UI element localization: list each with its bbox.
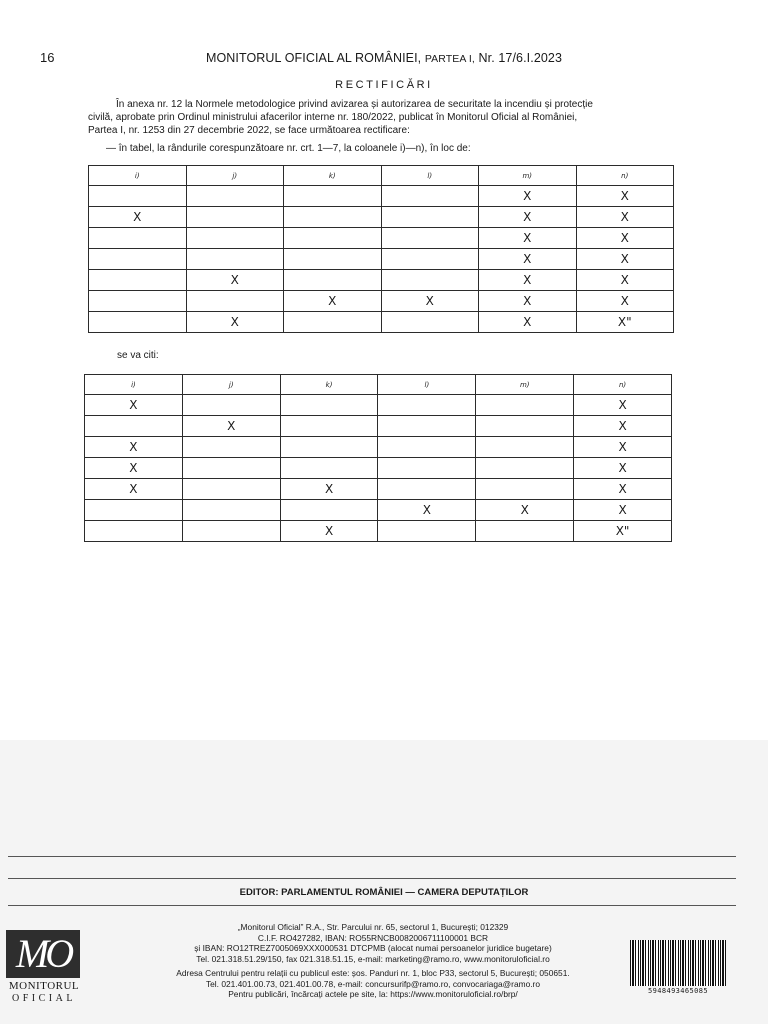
table-cell: X bbox=[182, 416, 280, 437]
table-cell bbox=[186, 228, 284, 249]
table-cell: X bbox=[479, 228, 577, 249]
table-cell bbox=[89, 312, 187, 333]
barcode-bars bbox=[630, 940, 726, 986]
table-row bbox=[89, 249, 674, 270]
table-cell bbox=[89, 291, 187, 312]
table-cell bbox=[186, 249, 284, 270]
column-header: n) bbox=[574, 375, 672, 395]
table-cell: X bbox=[574, 479, 672, 500]
table-cell bbox=[381, 186, 479, 207]
table-cell bbox=[284, 312, 382, 333]
table-cell bbox=[186, 207, 284, 228]
page-number: 16 bbox=[40, 50, 55, 65]
column-header: k) bbox=[280, 375, 378, 395]
barcode bbox=[630, 940, 726, 996]
table-cell: X bbox=[479, 249, 577, 270]
table-row bbox=[85, 479, 672, 500]
table-cell bbox=[182, 500, 280, 521]
logo-text: OFICIAL bbox=[12, 993, 76, 1004]
table-cell: X bbox=[89, 207, 187, 228]
table-header-row bbox=[85, 375, 672, 395]
table-cell bbox=[85, 416, 183, 437]
header-title-part: PARTEA I, bbox=[424, 53, 475, 65]
table-cell: X" bbox=[574, 521, 672, 542]
table-after bbox=[84, 374, 672, 542]
table-cell bbox=[378, 521, 476, 542]
barcode-number: 5948493465085 bbox=[648, 987, 708, 995]
table-cell bbox=[476, 479, 574, 500]
table-cell: X bbox=[479, 291, 577, 312]
table-cell bbox=[476, 521, 574, 542]
table-cell bbox=[89, 228, 187, 249]
table-cell bbox=[85, 500, 183, 521]
footer-divider bbox=[8, 878, 736, 879]
table-cell: X bbox=[479, 207, 577, 228]
table-cell: X bbox=[186, 312, 284, 333]
table-cell bbox=[182, 458, 280, 479]
table-cell: X bbox=[280, 479, 378, 500]
table-cell bbox=[284, 186, 382, 207]
imprint-line: și IBAN: RO12TREZ7005069XXX000531 DTCPMB (alocat numai persoanelor juridice bugetare) bbox=[194, 943, 552, 953]
logo-mark: MO bbox=[6, 930, 80, 978]
column-header: m) bbox=[476, 375, 574, 395]
se-va-citi-label: se va citi: bbox=[117, 350, 159, 361]
intro-line: În anexa nr. 12 la Normele metodologice privind avizarea și autorizarea de securitate la incendiu și protecție bbox=[116, 99, 593, 110]
footer-divider bbox=[8, 905, 736, 906]
table-cell: X" bbox=[576, 312, 674, 333]
intro-line: civilă, aprobate prin Ordinul ministrului afacerilor interne nr. 180/2022, publicat în Monitorul Oficial al României, bbox=[88, 112, 578, 123]
table-cell bbox=[476, 395, 574, 416]
table-body bbox=[85, 395, 672, 542]
table-cell bbox=[182, 437, 280, 458]
table-row bbox=[89, 228, 674, 249]
table-cell: X bbox=[479, 312, 577, 333]
editor-line: EDITOR: PARLAMENTUL ROMÂNIEI — CAMERA DEPUTAȚILOR bbox=[239, 887, 529, 898]
table-cell bbox=[89, 270, 187, 291]
table-cell: X bbox=[85, 437, 183, 458]
table-cell bbox=[476, 416, 574, 437]
table-cell: X bbox=[479, 270, 577, 291]
table-cell bbox=[378, 458, 476, 479]
intro-paragraph bbox=[88, 98, 678, 137]
publication-header bbox=[0, 51, 768, 65]
table-cell: X bbox=[378, 500, 476, 521]
table-cell: X bbox=[476, 500, 574, 521]
imprint-line: C.I.F. RO427282, IBAN: RO55RNCB0082006711100001 BCR bbox=[257, 932, 489, 943]
table-cell: X bbox=[576, 270, 674, 291]
table-row bbox=[85, 416, 672, 437]
table-cell: X bbox=[576, 291, 674, 312]
table-cell bbox=[381, 249, 479, 270]
table-header-row bbox=[89, 166, 674, 186]
column-header: k) bbox=[284, 166, 382, 186]
table-row bbox=[85, 521, 672, 542]
table-cell bbox=[378, 437, 476, 458]
column-header: j) bbox=[182, 375, 280, 395]
table-before bbox=[88, 165, 674, 333]
table-cell bbox=[280, 416, 378, 437]
table-row bbox=[85, 395, 672, 416]
table-cell: X bbox=[280, 521, 378, 542]
table-row bbox=[89, 270, 674, 291]
table-row bbox=[85, 437, 672, 458]
table-row bbox=[85, 500, 672, 521]
table-cell: X bbox=[576, 186, 674, 207]
table-cell: X bbox=[574, 458, 672, 479]
imprint-line: Tel. 021.318.51.29/150, fax 021.318.51.15, e-mail: marketing@ramo.ro, www.monitoruloficial.ro bbox=[196, 953, 550, 964]
table-cell: X bbox=[284, 291, 382, 312]
table-cell: X bbox=[479, 186, 577, 207]
rectification-note: — în tabel, la rândurile corespunzătoare nr. crt. 1—7, la coloanele i)—n), în loc de: bbox=[106, 143, 471, 154]
table-cell bbox=[378, 416, 476, 437]
table-cell: X bbox=[574, 500, 672, 521]
table-row bbox=[89, 186, 674, 207]
table-cell bbox=[89, 249, 187, 270]
table-cell bbox=[280, 395, 378, 416]
table-cell: X bbox=[85, 479, 183, 500]
table-cell bbox=[381, 207, 479, 228]
imprint-block bbox=[96, 922, 650, 1000]
table-cell: X bbox=[85, 395, 183, 416]
column-header: l) bbox=[381, 166, 479, 186]
table-row bbox=[89, 312, 674, 333]
header-title-main: MONITORUL OFICIAL AL ROMÂNIEI, bbox=[205, 51, 422, 65]
table-cell: X bbox=[574, 395, 672, 416]
table-cell bbox=[284, 249, 382, 270]
table-row bbox=[89, 207, 674, 228]
column-header: j) bbox=[186, 166, 284, 186]
imprint-line: Pentru publicări, încărcați actele pe site, la: https://www.monitoruloficial.ro/brp/ bbox=[228, 989, 518, 999]
table-cell bbox=[476, 437, 574, 458]
imprint-line: „Monitorul Oficial” R.A., Str. Parcului nr. 65, sectorul 1, București; 012329 bbox=[237, 922, 509, 932]
logo-text: MONITORUL bbox=[8, 980, 80, 992]
table-cell bbox=[284, 207, 382, 228]
table-cell bbox=[280, 458, 378, 479]
table-cell bbox=[186, 291, 284, 312]
table-row bbox=[85, 458, 672, 479]
table-cell: X bbox=[576, 207, 674, 228]
table-cell: X bbox=[85, 458, 183, 479]
footer-divider bbox=[8, 856, 736, 857]
table-cell bbox=[284, 270, 382, 291]
table-cell bbox=[182, 479, 280, 500]
column-header: i) bbox=[89, 166, 187, 186]
table-cell bbox=[89, 186, 187, 207]
table-body bbox=[89, 186, 674, 333]
table-cell bbox=[381, 270, 479, 291]
table-row bbox=[89, 291, 674, 312]
table-cell bbox=[182, 395, 280, 416]
table-cell: X bbox=[574, 416, 672, 437]
column-header: l) bbox=[378, 375, 476, 395]
table-cell bbox=[182, 521, 280, 542]
section-title: RECTIFICĂRI bbox=[335, 79, 433, 91]
table-cell bbox=[381, 312, 479, 333]
intro-line: Partea I, nr. 1253 din 27 decembrie 2022, se face următoarea rectificare: bbox=[88, 125, 410, 136]
table-cell bbox=[378, 395, 476, 416]
column-header: m) bbox=[479, 166, 577, 186]
table-cell: X bbox=[576, 228, 674, 249]
table-cell bbox=[381, 228, 479, 249]
imprint-line: Tel. 021.401.00.73, 021.401.00.78, e-mail: concursurifp@ramo.ro, convocariaga@ramo.ro bbox=[205, 978, 541, 989]
column-header: i) bbox=[85, 375, 183, 395]
table-cell bbox=[280, 500, 378, 521]
table-cell bbox=[284, 228, 382, 249]
table-cell bbox=[378, 479, 476, 500]
header-issue: Nr. 17/6.I.2023 bbox=[478, 51, 563, 65]
table-cell bbox=[186, 186, 284, 207]
imprint-line: Adresa Centrului pentru relații cu publicul este: șos. Panduri nr. 1, bloc P33, sectorul 5, București; 050651. bbox=[176, 968, 570, 978]
table-cell: X bbox=[574, 437, 672, 458]
table-cell bbox=[280, 437, 378, 458]
table-cell: X bbox=[381, 291, 479, 312]
table-cell: X bbox=[576, 249, 674, 270]
table-cell: X bbox=[186, 270, 284, 291]
table-cell bbox=[85, 521, 183, 542]
monitorul-oficial-logo bbox=[6, 930, 82, 1008]
column-header: n) bbox=[576, 166, 674, 186]
table-cell bbox=[476, 458, 574, 479]
